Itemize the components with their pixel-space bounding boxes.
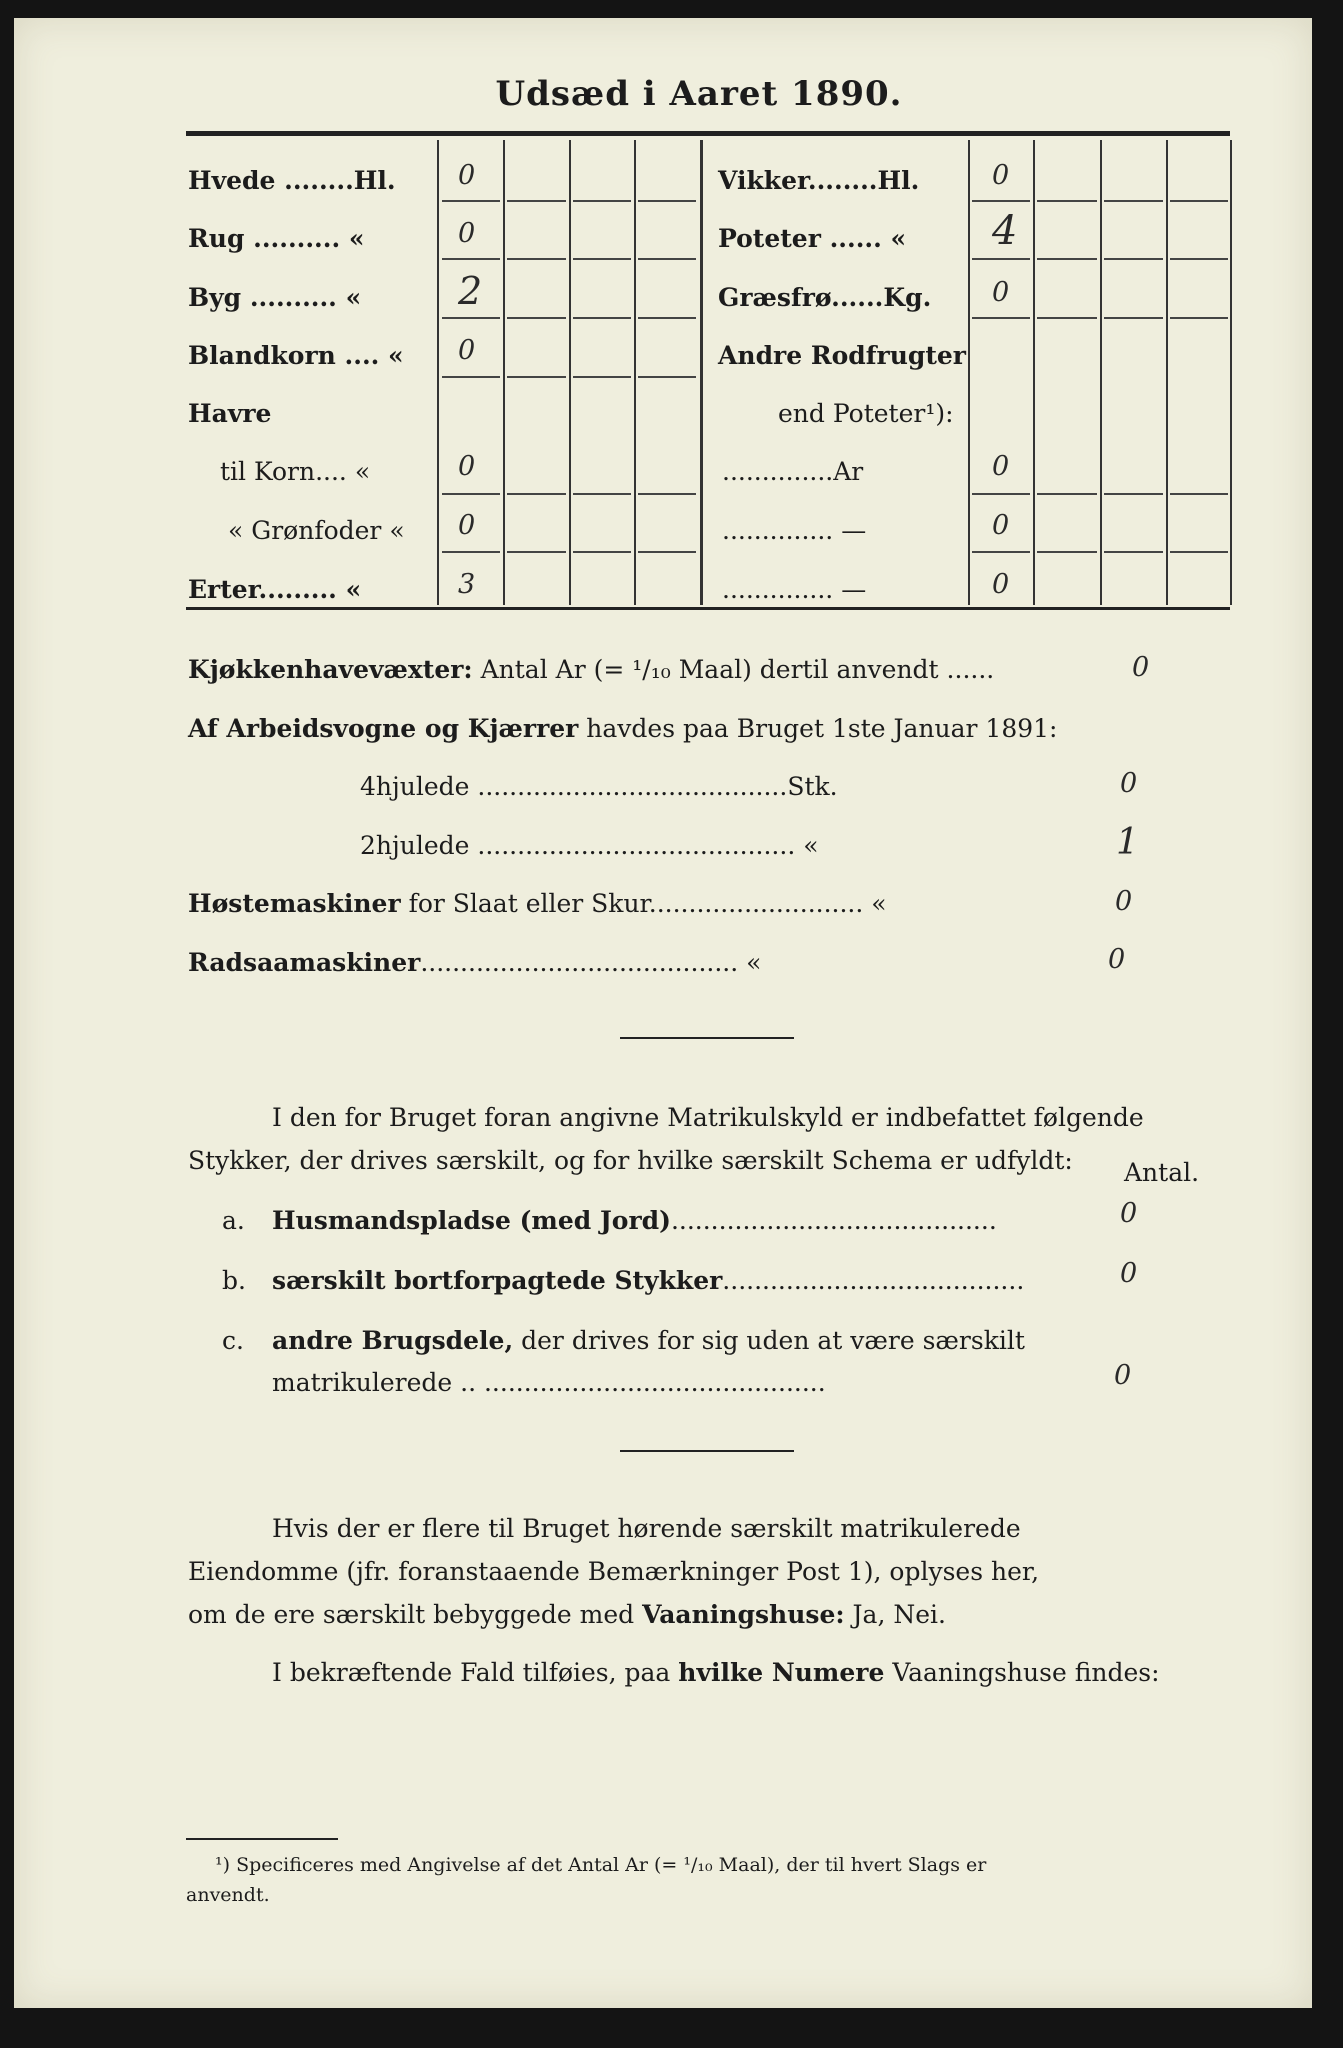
table-cell-line	[972, 551, 1030, 553]
kitchen-garden-line	[188, 655, 994, 684]
item-rest: .........................................	[670, 1206, 997, 1235]
item-bold-label: andre Brugsdele,	[272, 1326, 514, 1355]
item-bold-label: særskilt bortforpagtede Stykker	[272, 1266, 723, 1295]
crop-label-left: « Grønfoder «	[228, 516, 405, 545]
crop-label-left: Rug .......... «	[188, 224, 365, 253]
table-cell-line	[1104, 317, 1163, 319]
dwelling-label: Vaaningshuse:	[642, 1600, 845, 1629]
table-cell-line	[638, 200, 696, 202]
crop-label-left: Byg .......... «	[188, 283, 362, 312]
crop-value-left: 0	[458, 451, 476, 482]
wagons-text: havdes paa Bruget 1ste Januar 1891:	[586, 714, 1058, 743]
item-text	[272, 1260, 1024, 1302]
table-cell-line	[573, 493, 631, 495]
footnote-line1: ¹) Specificeres med Angivelse af det Antal Ar (= ¹/₁₀ Maal), der til hvert Slags er	[215, 1854, 987, 1876]
wagons-line	[188, 714, 1057, 743]
table-cell-line	[1037, 258, 1097, 260]
table-column-line	[700, 140, 703, 605]
table-cell-line	[507, 376, 566, 378]
property-text: om de ere særskilt bebyggede med	[188, 1600, 635, 1629]
table-cell-line	[638, 493, 696, 495]
table-cell-line	[972, 317, 1030, 319]
item-letter: c.	[222, 1326, 244, 1355]
table-cell-line	[1104, 258, 1163, 260]
item-value: 0	[1120, 1198, 1138, 1229]
footnote-rule	[186, 1838, 338, 1840]
table-cell-line	[573, 200, 631, 202]
table-cell-line	[507, 200, 566, 202]
table-cell-line	[442, 551, 500, 553]
harvester-value: 0	[1115, 886, 1133, 917]
table-cell-line	[1104, 493, 1163, 495]
crop-value-left: 0	[458, 510, 476, 541]
table-cell-line	[1170, 551, 1228, 553]
item-letter: a.	[222, 1206, 245, 1235]
harvester-label: Høstemaskiner	[188, 889, 401, 918]
table-column-line	[968, 140, 970, 605]
table-cell-line	[1170, 493, 1228, 495]
table-cell-line	[1170, 317, 1228, 319]
table-cell-line	[573, 376, 631, 378]
item-text	[272, 1320, 1025, 1362]
item-text-line2: matrikulerede .. ...........................................	[272, 1368, 826, 1397]
two-wheel-line: 2hjulede ........................................ «	[360, 831, 819, 860]
crop-label-right: Poteter ...... «	[718, 224, 907, 253]
table-column-line	[1100, 140, 1102, 605]
crop-label-right: Græsfrø......Kg.	[718, 283, 932, 312]
crop-value-left: 3	[458, 569, 476, 600]
seeder-text: ........................................ «	[420, 948, 762, 977]
table-column-line	[1033, 140, 1035, 605]
item-text	[272, 1200, 997, 1242]
table-column-line	[437, 140, 439, 605]
table-cell-line	[1104, 551, 1163, 553]
crop-value-left: 2	[458, 269, 483, 313]
table-cell-line	[573, 317, 631, 319]
crop-value-left: 0	[458, 218, 476, 249]
crop-label-left: Erter......... «	[188, 575, 362, 604]
property-paragraph-line1: Hvis der er flere til Bruget hørende særskilt matrikulerede	[272, 1514, 1021, 1543]
table-cell-line	[507, 551, 566, 553]
crop-label-left: Hvede ........Hl.	[188, 166, 396, 195]
crop-label-left: til Korn.... «	[220, 457, 371, 486]
table-cell-line	[507, 493, 566, 495]
matrikul-paragraph-line2: Stykker, der drives særskilt, og for hvilke særskilt Schema er udfyldt:	[188, 1146, 1073, 1175]
crop-label-right: Andre Rodfrugter	[718, 341, 966, 370]
table-cell-line	[442, 200, 500, 202]
table-cell-line	[638, 551, 696, 553]
four-wheel-line: 4hjulede .......................................Stk.	[360, 772, 838, 801]
section-divider-1	[620, 1037, 794, 1039]
seeder-line	[188, 948, 761, 977]
table-cell-line	[442, 317, 500, 319]
seeder-label: Radsaamaskiner	[188, 948, 421, 977]
footnote-line2: anvendt.	[186, 1884, 270, 1906]
section-divider-2	[620, 1450, 794, 1452]
harvester-text: for Slaat eller Skur........................... «	[408, 889, 887, 918]
two-wheel-value: 1	[1116, 822, 1139, 863]
crop-label-left: Havre	[188, 399, 272, 428]
kitchen-garden-text: Antal Ar (= ¹/₁₀ Maal) dertil anvendt ......	[480, 655, 995, 684]
kitchen-garden-value: 0	[1132, 652, 1150, 683]
affirmative-line	[272, 1652, 1160, 1694]
affirmative-text: I bekræftende Fald tilføies, paa	[272, 1658, 671, 1687]
item-bold-label: Husmandspladse (med Jord)	[272, 1206, 671, 1235]
seeder-value: 0	[1108, 944, 1126, 975]
table-cell-line	[573, 258, 631, 260]
table-cell-line	[972, 258, 1030, 260]
kitchen-garden-label: Kjøkkenhavevæxter:	[188, 655, 473, 684]
crop-label-right: .............. —	[722, 516, 867, 545]
table-cell-line	[1037, 493, 1097, 495]
table-cell-line	[972, 493, 1030, 495]
matrikul-paragraph-line1: I den for Bruget foran angivne Matrikulskyld er indbefattet følgende	[272, 1103, 1144, 1132]
table-cell-line	[1037, 551, 1097, 553]
crop-value-right: 0	[992, 160, 1010, 191]
table-cell-line	[442, 493, 500, 495]
item-value: 0	[1120, 1258, 1138, 1289]
crop-value-right: 4	[992, 208, 1018, 254]
four-wheel-value: 0	[1120, 768, 1138, 799]
table-cell-line	[638, 317, 696, 319]
item-letter: b.	[222, 1266, 246, 1295]
table-cell-line	[1170, 258, 1228, 260]
crop-value-left: 0	[458, 160, 476, 191]
dwelling-text: Vaaningshuse findes:	[892, 1658, 1160, 1687]
table-column-line	[503, 140, 505, 605]
property-paragraph-line2: Eiendomme (jfr. foranstaaende Bemærkninger Post 1), oplyses her,	[188, 1557, 1040, 1586]
table-cell-line	[1104, 200, 1163, 202]
crop-label-left: Blandkorn .... «	[188, 341, 404, 370]
table-cell-line	[442, 258, 500, 260]
title-rule	[186, 131, 1230, 136]
table-cell-line	[507, 258, 566, 260]
antal-header: Antal.	[1124, 1158, 1200, 1187]
yes-no-text: Ja, Nei.	[852, 1600, 946, 1629]
table-cell-line	[1170, 200, 1228, 202]
crop-value-right: 0	[992, 451, 1010, 482]
crop-label-right: end Poteter¹):	[778, 399, 954, 428]
table-cell-line	[1037, 317, 1097, 319]
property-paragraph-line3	[188, 1594, 946, 1636]
item-rest: der drives for sig uden at være særskilt	[513, 1326, 1025, 1355]
harvester-line	[188, 889, 887, 918]
crop-label-right: ..............Ar	[722, 457, 864, 486]
wagons-label: Af Arbeidsvogne og Kjærrer	[188, 714, 579, 743]
crop-value-right: 0	[992, 277, 1010, 308]
numbers-label: hvilke Numere	[678, 1658, 885, 1687]
table-column-line	[1230, 140, 1232, 605]
table-cell-line	[972, 200, 1030, 202]
table-cell-line	[1037, 200, 1097, 202]
table-cell-line	[442, 376, 500, 378]
crop-label-right: Vikker........Hl.	[718, 166, 920, 195]
item-rest: ......................................	[722, 1266, 1025, 1295]
item-value: 0	[1114, 1360, 1132, 1391]
table-cell-line	[638, 258, 696, 260]
table-column-line	[569, 140, 571, 605]
table-bottom-rule	[186, 607, 1230, 610]
crop-value-left: 0	[458, 335, 476, 366]
table-cell-line	[573, 551, 631, 553]
crop-value-right: 0	[992, 569, 1010, 600]
page-title: Udsæd i Aaret 1890.	[495, 74, 903, 114]
crop-value-right: 0	[992, 510, 1010, 541]
crop-label-right: .............. —	[722, 575, 867, 604]
table-cell-line	[638, 376, 696, 378]
table-column-line	[1166, 140, 1168, 605]
table-cell-line	[507, 317, 566, 319]
table-column-line	[634, 140, 636, 605]
